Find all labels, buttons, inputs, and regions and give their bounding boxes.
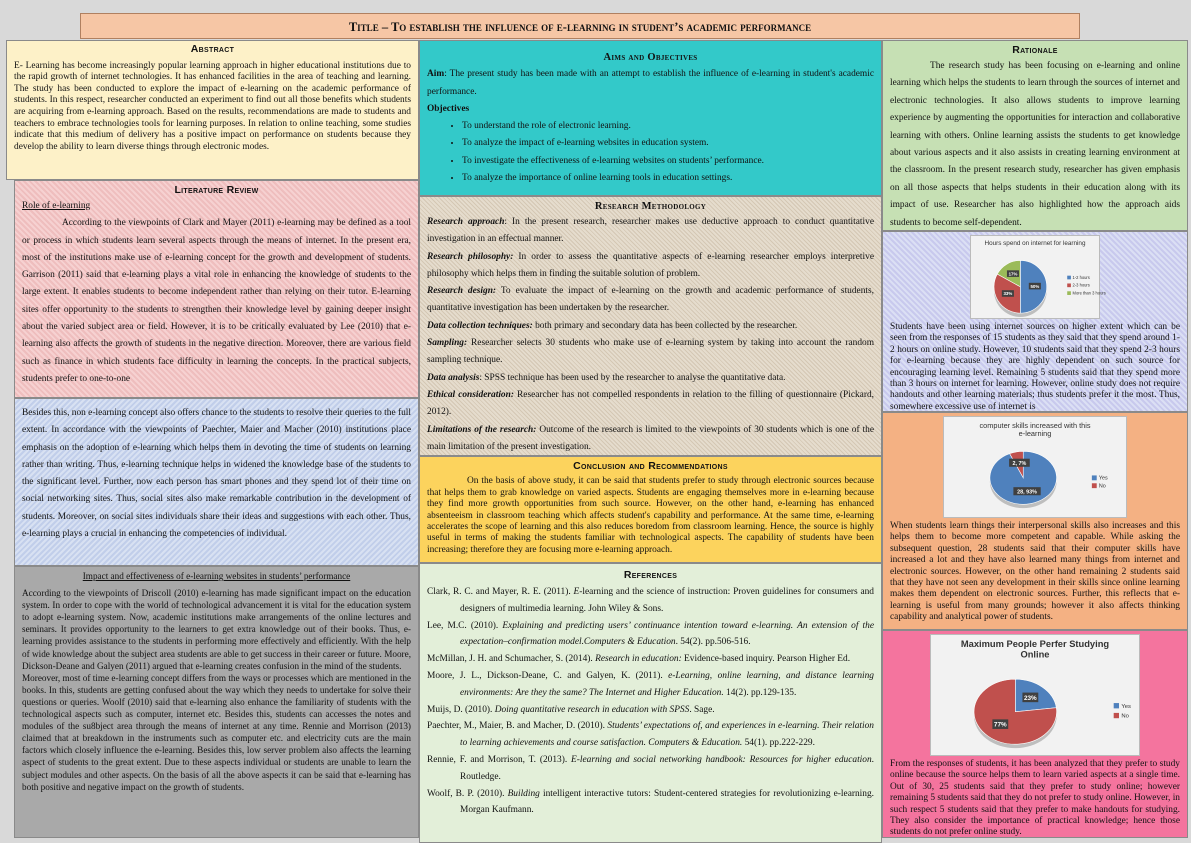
method-label: Research approach bbox=[427, 217, 505, 227]
reference-item: McMillan, J. H. and Schumacher, S. (2014). Research in education: Evidence-based inquiry. Pearson Higher Ed. bbox=[427, 654, 851, 665]
data-label: 28, 93% bbox=[1017, 489, 1037, 496]
reference-item: Lee, M.C. (2010). Explaining and predicting users’ continuance intention toward e-learning. An extension of the expectation–confirmation model.Computers & Education. 54(2). pp.506-516. bbox=[427, 620, 874, 648]
method-text: Outcome of the research is limited to the viewpoints of 30 students which is one of the main limitation of the present investigation. bbox=[427, 424, 874, 452]
legend-swatch bbox=[1067, 276, 1071, 280]
aim-text: : The present study has been made with an attempt to establish the influence of e-learning in student's academic performance. bbox=[427, 69, 874, 97]
method-text: In order to assess the quantitative aspects of e-learning researcher employs interpretive philosophy which helps them in finding the suitable solution of problem. bbox=[427, 251, 874, 279]
literature-review-panel bbox=[14, 180, 419, 398]
rationale-heading: Rationale bbox=[1012, 44, 1058, 56]
impact-panel bbox=[14, 566, 419, 838]
objective-item: • To investigate the effectiveness of e-learning websites on students’ performance. bbox=[462, 153, 874, 170]
data-label: 50% bbox=[1030, 283, 1040, 289]
objective-item: • To understand the role of electronic learning. bbox=[462, 118, 874, 135]
reference-item: Muijs, D. (2010). Doing quantitative research in education with SPSS. Sage. bbox=[427, 704, 715, 715]
online-pie-chart bbox=[930, 634, 1140, 756]
legend-label: Yes bbox=[1121, 703, 1131, 710]
abstract-heading: Abstract bbox=[190, 43, 235, 55]
objectives-list bbox=[427, 118, 874, 187]
references-heading: References bbox=[623, 569, 678, 581]
method-item bbox=[427, 387, 874, 422]
method-text: : SPSS technique has been used by the researcher to analyse the quantitative data. bbox=[479, 372, 786, 383]
online-text: From the responses of students, it has been analyzed that they prefer to study online because the source helps them to learn varied aspects at a single time. Out of 30, 25 students said that they prefer to study online; however remaining 5 students said that they do not prefer to study online. However, in such respect 5 students said that they prefer to make handouts for studying. They also consider the importance of practical knowledge; hence those students do not prefer online study. bbox=[890, 759, 1180, 838]
method-label: Research design: bbox=[427, 286, 497, 297]
legend-label: 2-3 hours bbox=[1072, 282, 1090, 288]
objective-item: • To analyze the impact of e-learning websites in education system. bbox=[462, 135, 874, 152]
reference-item: Rennie, F. and Morrison, T. (2013). E-learning and social networking handbook: Resources for higher education. Routledge. bbox=[427, 754, 874, 782]
method-text: Researcher has not compelled respondents in relation to the filling of questionnaire (Pickard, 2012). bbox=[427, 389, 874, 418]
hours-text: Students have been using internet sources on higher extent which can be seen from the responses of 15 students as they said that they spend around 1-2 hours on online study. However, 10 students said that they spend 2-3 hours for e-learning because they are highly dependent on such source for encouraging learning level. Remaining 5 students said that they spend more than 3 hours on internet for learning. However, online study does not require handouts and other learning materials; thus students prefer it the most. Thus, somewhere excessive use of internet is bbox=[890, 322, 1180, 412]
legend-label: Yes bbox=[1098, 475, 1108, 482]
abstract-text: E- Learning has become increasingly popular learning approach in higher educational institutions due to the rapid growth of internet technologies. It has enhanced facilities in the area of teaching and learning. The study has been conducted to explore the impact of e-learning on the academic performance of students. In this respect, researcher conducted an experiment to find out all those benefits which students are acquiring from e-learning approach. Based on the results, recommendations are made to students and teachers to embrace technologies tools for learning purposes. In relation to online teaching, some studies indicate that this medium of delivery has a positive impact on performance on students because they develop the ability to learn diverse things through electronic modes. bbox=[14, 60, 411, 152]
reference-item: Paechter, M., Maier, B. and Macher, D. (2010). Students’ expectations of, and experiences in e-learning. Their relation to learning achievements and course satisfaction. Computers & Education. 54(1). pp.222-229. bbox=[427, 721, 874, 749]
method-label: Sampling: bbox=[427, 338, 468, 349]
data-label: 17% bbox=[1008, 271, 1018, 277]
legend-swatch bbox=[1114, 713, 1119, 718]
method-item bbox=[427, 335, 874, 370]
skills-text: When students learn things their interpersonal skills also increases and this helps them to become more competent and capable. While asking the subsequent question, 28 students said that their computer skills have increased a lot and they have also learned many things from internet and electronic sources. However, on the other hand remaining 2 students said that they have not seen any development in their skills since online learning makes them dependent on electronic sources. Further, this reflects that e-learning is useful from many grounds; however it also affects thinking capability and analytical power of students. bbox=[890, 521, 1180, 623]
literature-text-2: Besides this, non e-learning concept also offers chance to the students to resolve their queries to the full extent. In accordance with the viewpoints of Paechter, Maier and Macher (2010) institutions place emphasis on the adoption of e-learning which helps them in devoting the time of students on learning rather than writing. Thus, e-learning technique helps in widened the knowledge base of the students to the significant level. Further, now each person has smart phones and they spend lot of their time on social networking sites. Thus, social sites also make remarkable contribution in the development of students. Moreover, on social sites individuals share their ideas and suggestions with each other. Thus, e-learning plays a crucial in enhancing the competencies of individual. bbox=[22, 408, 411, 540]
data-label: 77% bbox=[993, 721, 1007, 729]
methodology-heading: Research Methodology bbox=[594, 201, 707, 212]
method-text: : In the present research, researcher makes use deductive approach to conduct quantitative investigation in an effectual manner. bbox=[427, 217, 874, 245]
aims-objectives-panel bbox=[419, 40, 882, 196]
method-text: both primary and secondary data has been collected by the researcher. bbox=[532, 320, 798, 331]
reference-item: Woolf, B. P. (2010). Building intelligent interactive tutors: Student-centered strategies for revolutionizing e-learning. Morgan Kaufmann. bbox=[427, 788, 874, 816]
impact-text-1: According to the viewpoints of Driscoll (2010) e-learning has made significant impact on the education system. In order to cope with the world of technological advancement it is vital for the education system to adopt e-learning system. Now, academic institutions make arrangements of the online lectures and seminars. It provides opportunity to the learners to get extra knowledge out of their books. Thus, e-learning provides assistance to the students in performing more effectively and efficiently. With the help of wide knowledge about the subject area students are able to get success in their career or future. Moore, Dickson-Deane and Galyen (2011) argued that e-learning creates confusion in the mind of the students. bbox=[22, 588, 411, 671]
legend-label: No bbox=[1121, 713, 1129, 720]
method-label: Limitations of the research: bbox=[427, 424, 537, 435]
method-item bbox=[427, 249, 874, 284]
method-label: Ethical consideration: bbox=[427, 389, 514, 400]
literature-heading: Literature Review bbox=[174, 184, 259, 196]
method-text: Researcher selects 30 students who make use of e-learning system by taking into account the random sampling technique. bbox=[427, 338, 874, 366]
conclusion-panel bbox=[419, 456, 882, 563]
impact-text-2: Moreover, most of time e-learning concept differs from the ways or processes which are mentioned in the books. In this, students are getting confused about the way which they needs to undertake for solve their questions or queries. Woolf (2010) said that e-learning also enhance the familiarity of students with the technological aspects such as computer, internet etc. Besides this, students can accesses the notes and modules of the su8bject area through the means of internet at any time. Rennie and Morrison (2013) claimed that at breakdown in the instruments such as computer etc. and electricity cuts are the main factors which closely influence the e-learning. Besides this, low server problem also affects the learning aspect of students to the great extent. Due to these aspects individual or students are unable to learn the subject modules and other aspects. On the basis of all the above aspects it can be said that e-learning has both positive and negative impact on the growth of students. bbox=[22, 672, 411, 792]
rationale-panel bbox=[882, 40, 1188, 231]
hours-pie-chart bbox=[970, 235, 1106, 319]
legend-swatch bbox=[1092, 483, 1097, 488]
legend-swatch bbox=[1067, 283, 1071, 287]
data-label: 2, 7% bbox=[1012, 460, 1027, 467]
online-panel bbox=[882, 630, 1188, 838]
literature-text-1: According to the viewpoints of Clark and Mayer (2011) e-learning may be defined as a tool or process in which students learn several aspects through the means of internet. In the present era, most of the institutions make use of e-learning concept for the growth and development of students. Garrison (2011) said that e-learning plays a vital role in enhancing the knowledge of students to the large extent. It enables students to become independent rather than relying on their tutor. E-learning sites offer opportunity to the students to strengthen their knowledge level by gaining deeper insight about the varied subject area or field. However, it is to be critically evaluated by Lee (2010) that e-learning also affects the growth of students in the negative direction. Moreover, there are various field such as finance in which students face difficulty in learning the concepts. In the practical subjects, students prefer to one-to-one bbox=[22, 218, 411, 384]
poster-title: Title – To establish the influence of e-learning in student’s academic performance bbox=[80, 13, 1080, 39]
research-methodology-panel bbox=[419, 196, 882, 456]
legend-label: No bbox=[1098, 483, 1106, 490]
legend-swatch bbox=[1067, 291, 1071, 295]
method-label: Research philosophy: bbox=[427, 251, 514, 262]
objectives-label: Objectives bbox=[427, 103, 470, 114]
method-label: Data collection techniques: bbox=[427, 320, 533, 331]
impact-subheading: Impact and effectiveness of e-learning websites in students’ performance bbox=[82, 571, 351, 581]
abstract-panel bbox=[6, 40, 419, 180]
data-label: 33% bbox=[1003, 291, 1013, 297]
chart-title: computer skills increased with this e-learning bbox=[979, 420, 1091, 439]
aim-label: Aim bbox=[427, 69, 445, 80]
legend-swatch bbox=[1092, 475, 1097, 480]
skills-pie-chart bbox=[943, 416, 1127, 518]
method-text: To evaluate the impact of e-learning on the growth and academic performance of students, quantitative investigation has been undertaken by the researcher. bbox=[427, 286, 874, 314]
legend-swatch bbox=[1114, 703, 1119, 708]
method-item bbox=[427, 422, 874, 457]
rationale-text: The research study has been focusing on e-learning and online learning which helps the students to learn through the sources of internet and electronic technologies. It also allows students to improve learning experience by augmenting the opportunities for interaction and collaborative learning with others. Online learning assists the students to get knowledge about various aspects and it also assists in creating learning environment at the classroom. In the present research study, researcher has given emphasis on all those aspects that helps students in their education along with its impact of use. Researcher has also highlighted how the approach aids students to become self-dependent. bbox=[890, 61, 1180, 228]
method-item bbox=[427, 214, 874, 249]
method-item bbox=[427, 370, 874, 387]
method-label: Data analysis bbox=[427, 372, 480, 383]
skills-panel bbox=[882, 412, 1188, 630]
conclusion-heading: Conclusion and Recommendations bbox=[573, 460, 728, 472]
literature-subheading: Role of e-learning bbox=[22, 201, 91, 211]
aims-heading: Aims and Objectives bbox=[603, 52, 698, 63]
literature-continued-panel bbox=[14, 398, 419, 566]
chart-title: Hours spend on internet for learning bbox=[984, 239, 1086, 247]
data-label: 23% bbox=[1023, 694, 1037, 702]
method-item bbox=[427, 283, 874, 318]
reference-item: Moore, J. L., Dickson-Deane, C. and Galyen, K. (2011). e-Learning, online learning, and distance learning environments: Are they the same? The Internet and Higher Education. 14(2). pp.129-135. bbox=[427, 670, 874, 698]
objective-item: • To analyze the importance of online learning tools in education settings. bbox=[462, 170, 874, 187]
method-item bbox=[427, 318, 874, 335]
chart-title: Maximum People Perfer Studying Online bbox=[960, 638, 1110, 660]
aim-statement bbox=[427, 66, 874, 101]
legend-label: More than 3 hours bbox=[1072, 290, 1106, 296]
legend-label: 1-2 hours bbox=[1072, 274, 1090, 280]
hours-panel bbox=[882, 231, 1188, 412]
conclusion-text: On the basis of above study, it can be said that students prefer to study through electronic sources because that helps them to grab knowledge on varied aspects. Students are engaging themselves more in e-learning because they find more growth opportunities from such source. However, on the other hand, e-learning has enhanced absenteeism in classroom teaching which affects student's capability and performance. At the same time, e-learning accelerates the scope of learning and this also reduces boredom from classroom learning. Hence, the source is highly useful in terms of making the students familiar with technological aspects. The capability of students have been increasing; therefore they are focusing more e-learning approach. bbox=[427, 476, 874, 555]
references-panel bbox=[419, 563, 882, 843]
reference-item: Clark, R. C. and Mayer, R. E. (2011). E-learning and the science of instruction: Proven guidelines for consumers and designers of multimedia learning. John Wiley & Sons. bbox=[427, 587, 874, 614]
